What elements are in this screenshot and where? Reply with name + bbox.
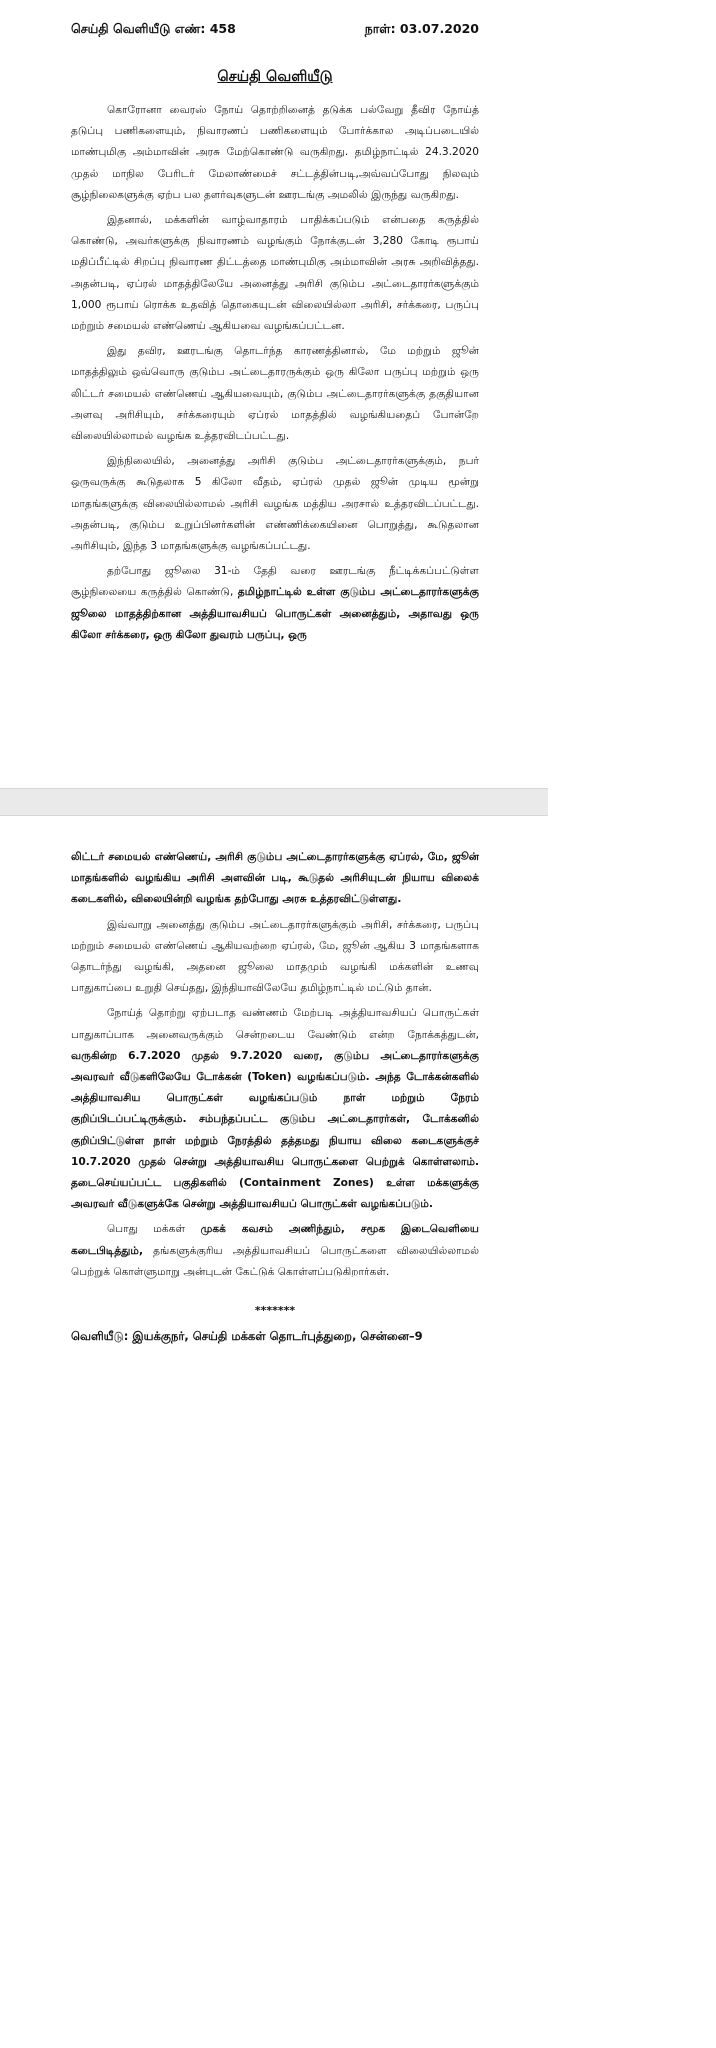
paragraph-5 xyxy=(71,561,479,646)
paragraph-6 xyxy=(71,847,479,911)
page-2-content xyxy=(71,847,479,1345)
page-1-content xyxy=(71,20,479,650)
paragraph-9-bold-text: முகக் கவசம் அணிந்தும், சமூக இடைவெளியை கடைபிடித்தும், xyxy=(71,1223,479,1257)
release-number: செய்தி வெளியீடு எண்: 458 xyxy=(71,21,236,36)
paragraph-2: இதனால், மக்களின் வாழ்வாதாரம் பாதிக்கப்படும் என்பதை கருத்தில் கொண்டு, அவர்களுக்கு நிவாரணம் வழங்கும் நோக்குடன் 3,280 கோடி ரூபாய் மதிப்பீட்டில் சிறப்பு நிவாரண திட்டத்தை மாண்புமிகு அம்மாவின் அரசு அறிவித்தது. அதன்படி, ஏப்ரல் மாதத்திலேயே அனைத்து அரிசி குடும்ப அட்டைதாரர்களுக்கும் 1,000 ரூபாய் ரொக்க உதவித் தொகையுடன் விலையில்லா அரிசி, சர்க்கரை, பருப்பு மற்றும் சமையல் எண்ணெய் ஆகியவை வழங்கப்பட்டன. xyxy=(71,214,479,333)
paragraph-4: இந்நிலையில், அனைத்து அரிசி குடும்ப அட்டைதாரர்களுக்கும், நபர் ஒருவருக்கு கூடுதலாக 5 கிலோ வீதம், ஏப்ரல் முதல் ஜூன் முடிய மூன்று மாதங்களுக்கு விலையில்லாமல் அரிசி வழங்க மத்திய அரசால் உத்தரவிடப்பட்டது. அதன்படி, குடும்ப உறுப்பினர்களின் எண்ணிக்கையினை பொறுத்து, கூடுதலான அரிசியும், இந்த 3 மாதங்களுக்கு வழங்கப்பட்டது. xyxy=(71,455,479,553)
press-release-header xyxy=(71,20,479,38)
paragraph-5-bold-text: தமிழ்நாட்டில் உள்ள குடும்ப அட்டைதாரர்களுக்கு ஜூலை மாதத்திற்கான அத்தியாவசியப் பொருட்கள் அனைத்தும், அதாவது ஒரு கிலோ சர்க்கரை, ஒரு கிலோ துவரம் பருப்பு, ஒரு xyxy=(71,586,480,641)
document-title: செய்தி வெளியீடு xyxy=(217,69,333,85)
paragraph-1: கொரோனா வைரஸ் நோய் தொற்றினைத் தடுக்க பல்வேறு தீவிர நோய்த் தடுப்பு பணிகளையும், நிவாரணப் பணிகளையும் போர்க்கால அடிப்படையில் மாண்புமிகு அம்மாவின் அரசு மேற்கொண்டு வருகிறது. தமிழ்நாட்டில் 24.3.2020 முதல் மாநில பேரிடர் மேலாண்மைச் சட்டத்தின்படி,அவ்வப்போது நிலவும் சூழ்நிலைகளுக்கு ஏற்ப பல தளர்வுகளுடன் ஊரடங்கு அமலில் இருந்து வருகிறது. xyxy=(71,104,479,201)
paragraph-8-bold-text: வருகின்ற 6.7.2020 முதல் 9.7.2020 வரை, குடும்ப அட்டைதாரர்களுக்கு அவரவர் வீடுகளிலேயே டோக்கன் (Token) வழங்கப்படும். அந்த டோக்கன்களில் அத்தியாவசிய பொருட்கள் வழங்கப்படும் நாள் மற்றும் நேரம் குறிப்பிடப்பட்டிருக்கும். சம்பந்தப்பட்ட குடும்ப அட்டைதாரர்கள், டோக்கனில் குறிப்பிட்டுள்ள நாள் மற்றும் நேரத்தில் தத்தமது நியாய விலை கடைகளுக்குச் 10.7.2020 முதல் சென்று அத்தியாவசிய பொருட்களை பெற்றுக் கொள்ளலாம். தடைசெய்யப்பட்ட பகுதிகளில் (Containment Zones) உள்ள மக்களுக்கு அவரவர் வீடுகளுக்கே சென்று அத்தியாவசியப் பொருட்கள் வழங்கப்படும். xyxy=(71,1049,479,1211)
paragraph-8-text: நோய்த் தொற்று ஏற்படாத வண்ணம் மேற்படி அத்தியாவசியப் பொருட்கள் பாதுகாப்பாக அனைவருக்கும் சென்றடைய வேண்டும் என்ற நோக்கத்துடன், xyxy=(71,1007,479,1041)
end-marker: ******* xyxy=(254,1304,296,1318)
paragraph-7: இவ்வாறு அனைத்து குடும்ப அட்டைதாரர்களுக்கும் அரிசி, சர்க்கரை, பருப்பு மற்றும் சமையல் எண்ணெய் ஆகியவற்றை ஏப்ரல், மே, ஜூன் ஆகிய 3 மாதங்களாக தொடர்ந்து வழங்கி, அதனை ஜூலை மாதமும் வழங்கி மக்களின் உணவு பாதுகாப்பை உறுதி செய்தது, இந்தியாவிலேயே தமிழ்நாட்டில் மட்டும் தான். xyxy=(71,918,479,995)
page-separator xyxy=(0,788,548,816)
paragraph-9-text-c: தங்களுக்குரிய அத்தியாவசியப் பொருட்களை விலையில்லாமல் பெற்றுக் கொள்ளுமாறு அன்புடன் கேட்டுக் கொள்ளப்படுகிறார்கள். xyxy=(71,1244,479,1278)
paragraph-9-text-a: பொது மக்கள் xyxy=(107,1223,201,1236)
paragraph-9 xyxy=(71,1219,479,1283)
document-page-1 xyxy=(0,0,548,788)
paragraph-6-bold-text: லிட்டர் சமையல் எண்ணெய், அரிசி குடும்ப அட்டைதாரர்களுக்கு ஏப்ரல், மே, ஜூன் மாதங்களில் வழங்கிய அரிசி அளவின் படி, கூடுதல் அரிசியுடன் நியாய விலைக் கடைகளில், விலையின்றி வழங்க தற்போது அரசு உத்தரவிட்டுள்ளது. xyxy=(71,851,479,906)
paragraph-5-text: தற்போது ஜூலை 31-ம் தேதி வரை ஊரடங்கு நீட்டிக்கப்பட்டுள்ள சூழ்நிலையை கருத்தில் கொண்டு, xyxy=(71,565,479,599)
issuer-line: வெளியீடு: இயக்குநர், செய்தி மக்கள் தொடர்புத்துறை, சென்னை–9 xyxy=(71,1329,423,1344)
paragraph-8 xyxy=(71,1003,479,1215)
paragraph-3: இது தவிர, ஊரடங்கு தொடர்ந்த காரணத்தினால், மே மற்றும் ஜூன் மாதத்திலும் ஒவ்வொரு குடும்ப அட்டைதாரருக்கும் ஒரு கிலோ பருப்பு மற்றும் ஒரு லிட்டர் சமையல் எண்ணெய் ஆகியவையும், குடும்ப அட்டைதாரர்களுக்கு தகுதியான அளவு அரிசியும், சர்க்கரையும் ஏப்ரல் மாதத்தில் வழங்கியதைப் போன்றே விலையில்லாமல் வழங்க உத்தரவிடப்பட்டது. xyxy=(71,345,479,443)
document-page-2 xyxy=(0,816,548,1568)
release-date: நாள்: 03.07.2020 xyxy=(364,21,479,36)
